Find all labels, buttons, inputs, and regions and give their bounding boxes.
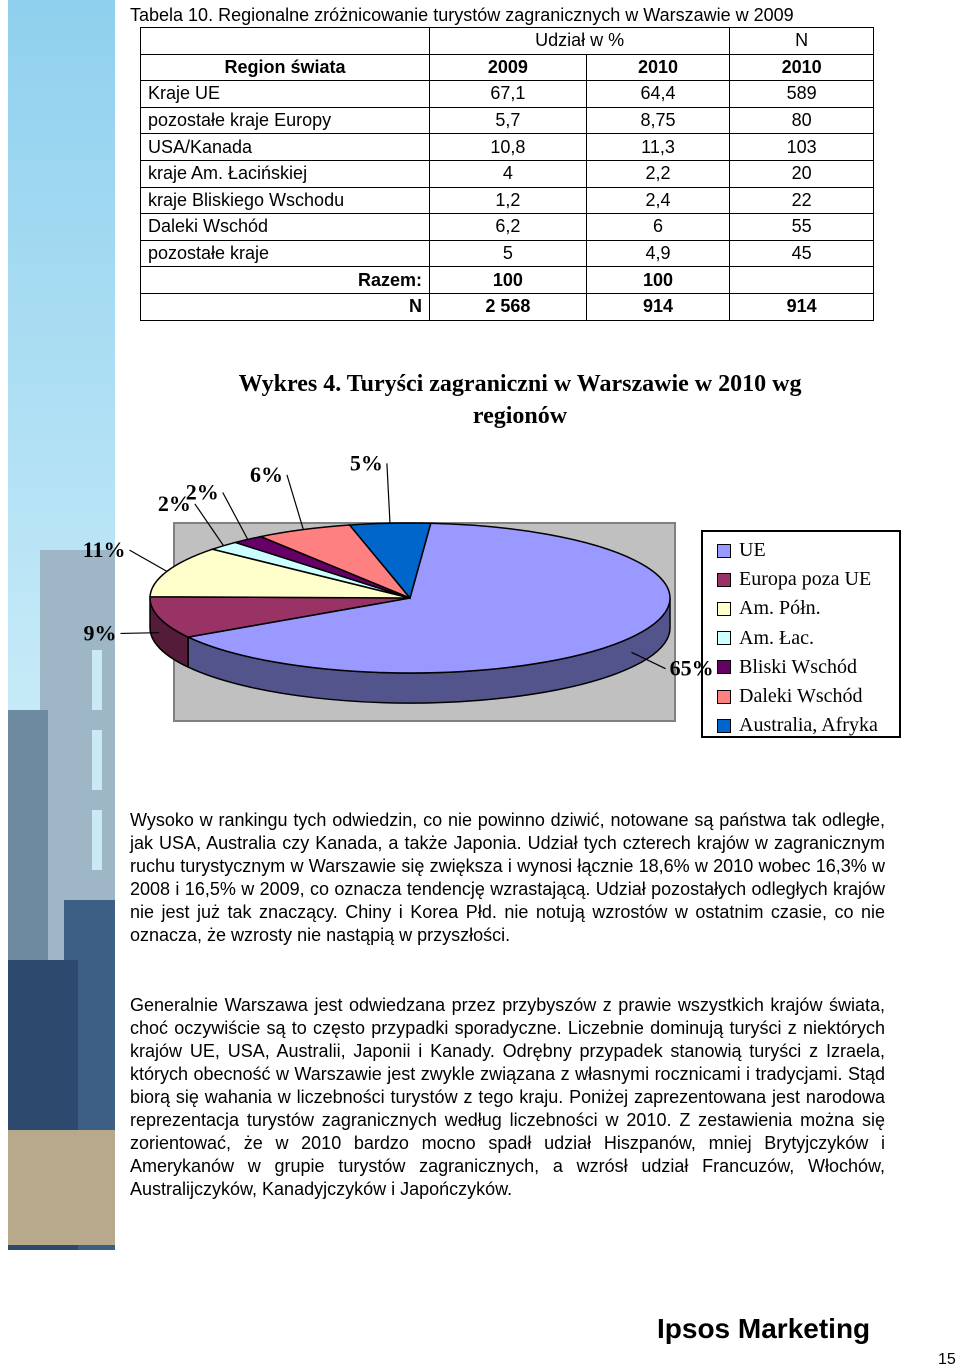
cell-n2010: 22 (730, 187, 874, 214)
cell-n2010: 55 (730, 214, 874, 241)
table-row (141, 81, 874, 108)
total-2009: 100 (430, 267, 587, 294)
paragraph (130, 809, 885, 947)
cell-2010: 2,4 (586, 187, 730, 214)
col-region: Region świata (141, 54, 430, 81)
cell-n2010: 20 (730, 160, 874, 187)
cell-n2010: 103 (730, 134, 874, 161)
table-row (141, 134, 874, 161)
leader-line (130, 550, 167, 571)
data-label: 6% (249, 461, 283, 487)
legend-item (717, 565, 899, 594)
cell-2010: 2,2 (586, 160, 730, 187)
table-row (141, 160, 874, 187)
cell-2010: 8,75 (586, 107, 730, 134)
data-label: 9% (83, 620, 117, 646)
legend-swatch (717, 690, 731, 704)
table-row (141, 187, 874, 214)
cell-2009: 5 (430, 240, 587, 267)
header-n: N (730, 28, 874, 55)
cell-region: Daleki Wschód (141, 214, 430, 241)
legend-item (717, 711, 899, 740)
table-row (141, 214, 874, 241)
paragraph (130, 994, 885, 1201)
legend-swatch (717, 719, 731, 733)
cell-region: Kraje UE (141, 81, 430, 108)
cell-2009: 1,2 (430, 187, 587, 214)
legend-item (717, 594, 899, 623)
total-label: Razem: (141, 267, 430, 294)
col-year: 2010 (730, 54, 874, 81)
n-2009: 2 568 (430, 293, 587, 320)
table-subheader-row (141, 54, 874, 81)
cell-region: pozostałe kraje Europy (141, 107, 430, 134)
cell-2010: 4,9 (586, 240, 730, 267)
leader-line (121, 633, 160, 634)
pie-chart (82, 450, 714, 778)
table-header-row (141, 28, 874, 55)
cell-region: USA/Kanada (141, 134, 430, 161)
chart-title: Wykres 4. Turyści zagraniczni w Warszawie w 2010 wg regionów (238, 371, 802, 429)
cell-2009: 5,7 (430, 107, 587, 134)
legend-label: UE (739, 539, 766, 562)
cell-n2010: 589 (730, 81, 874, 108)
cell-2010: 64,4 (586, 81, 730, 108)
legend-item (717, 624, 899, 653)
cell-2010: 6 (586, 214, 730, 241)
legend-item (717, 536, 899, 565)
cell-n2010: 45 (730, 240, 874, 267)
legend-label: Am. Łac. (739, 626, 814, 649)
paragraph-text: Generalnie Warszawa jest odwiedzana przez przybyszów z prawie wszystkich krajów świata, choć oczywiście są to często przypadki sporadyczne. Liczebnie dominują turyści z niektórych krajów UE, USA, Australii, Japonii i Kanady. Odrębny przypadek stanowią turyści z Izraela, których obecność w Warszawie jest zwykle związana z własnymi rocznicami i tradycjami. Stąd biorą się wahania w liczebności turystów z tego kraju. Poniżej zaprezentowana jest narodowa reprezentacja turystów zagranicznych według liczebności w 2010. Z zestawienia można się zorientować, że w 2010 bardzo mocno spadł udział Hiszpanów, mniej Brytyjczyków i Amerykanów w grupie turystów zagranicznych, a wzrósł udział Francuzów, Włochów, Australijczyków, Kanadyjczyków i Japończyków. (130, 995, 885, 1199)
legend-swatch (717, 631, 731, 645)
legend-item (717, 682, 899, 711)
cell-region: kraje Bliskiego Wschodu (141, 187, 430, 214)
table-caption: Tabela 10. Regionalne zróżnicowanie turystów zagranicznych w Warszawie w 2009 (130, 5, 794, 25)
data-label: 2% (185, 479, 219, 505)
brand-name: Ipsos Marketing (657, 1313, 871, 1344)
legend-label: Am. Półn. (739, 597, 821, 620)
cell-2009: 10,8 (430, 134, 587, 161)
table-row (141, 240, 874, 267)
table-row (141, 107, 874, 134)
legend-label: Europa poza UE (739, 568, 872, 591)
n-label: N (141, 293, 430, 320)
legend-swatch (717, 544, 731, 558)
n-2010: 914 (586, 293, 730, 320)
cell-2009: 6,2 (430, 214, 587, 241)
paragraph-text: Wysoko w rankingu tych odwiedzin, co nie powinno dziwić, notowane są państwa tak odległe, jak USA, Australia czy Kanada, a także Japonia. Udział tych czterech krajów w zagranicznym ruchu turystycznym w Warszawie się zwiększa i wynosi łącznie 18,6% w 2010 wobec 16,3% w 2008 i 16,5% w 2009, co oznacza tendencję wzrastającą. Udział pozostałych odległych krajów nie jest już tak znaczący. Chiny i Korea Płd. nie notują wzrostów w ostatnim czasie, co nie oznacza, że wzrosty nie nastąpią w przyszłości. (130, 810, 885, 945)
data-label: 2% (157, 490, 191, 516)
total-n (730, 267, 874, 294)
col-year: 2009 (430, 54, 587, 81)
cell-2009: 4 (430, 160, 587, 187)
cell-n2010: 80 (730, 107, 874, 134)
cell-region: kraje Am. Łacińskiej (141, 160, 430, 187)
table-total-row (141, 267, 874, 294)
legend-label: Daleki Wschód (739, 685, 863, 708)
col-year: 2010 (586, 54, 730, 81)
data-label: 65% (669, 655, 714, 681)
legend-label: Bliski Wschód (739, 655, 857, 678)
cell-2009: 67,1 (430, 81, 587, 108)
legend-swatch (717, 602, 731, 616)
header-share: Udział w % (430, 28, 730, 55)
n-n2010: 914 (730, 293, 874, 320)
data-label: 11% (82, 537, 126, 563)
cell-region: pozostałe kraje (141, 240, 430, 267)
header-empty-cell (141, 28, 430, 55)
chart-legend (701, 530, 901, 738)
legend-item (717, 653, 899, 682)
leader-line (387, 463, 390, 523)
leader-line (287, 475, 303, 530)
legend-swatch (717, 573, 731, 587)
legend-label: Australia, Afryka (739, 714, 878, 737)
data-label: 5% (349, 450, 383, 476)
total-2010: 100 (586, 267, 730, 294)
page-number: 15 (938, 1351, 956, 1368)
region-share-table (140, 27, 874, 321)
table-n-row (141, 293, 874, 320)
legend-swatch (717, 660, 731, 674)
cell-2010: 11,3 (586, 134, 730, 161)
